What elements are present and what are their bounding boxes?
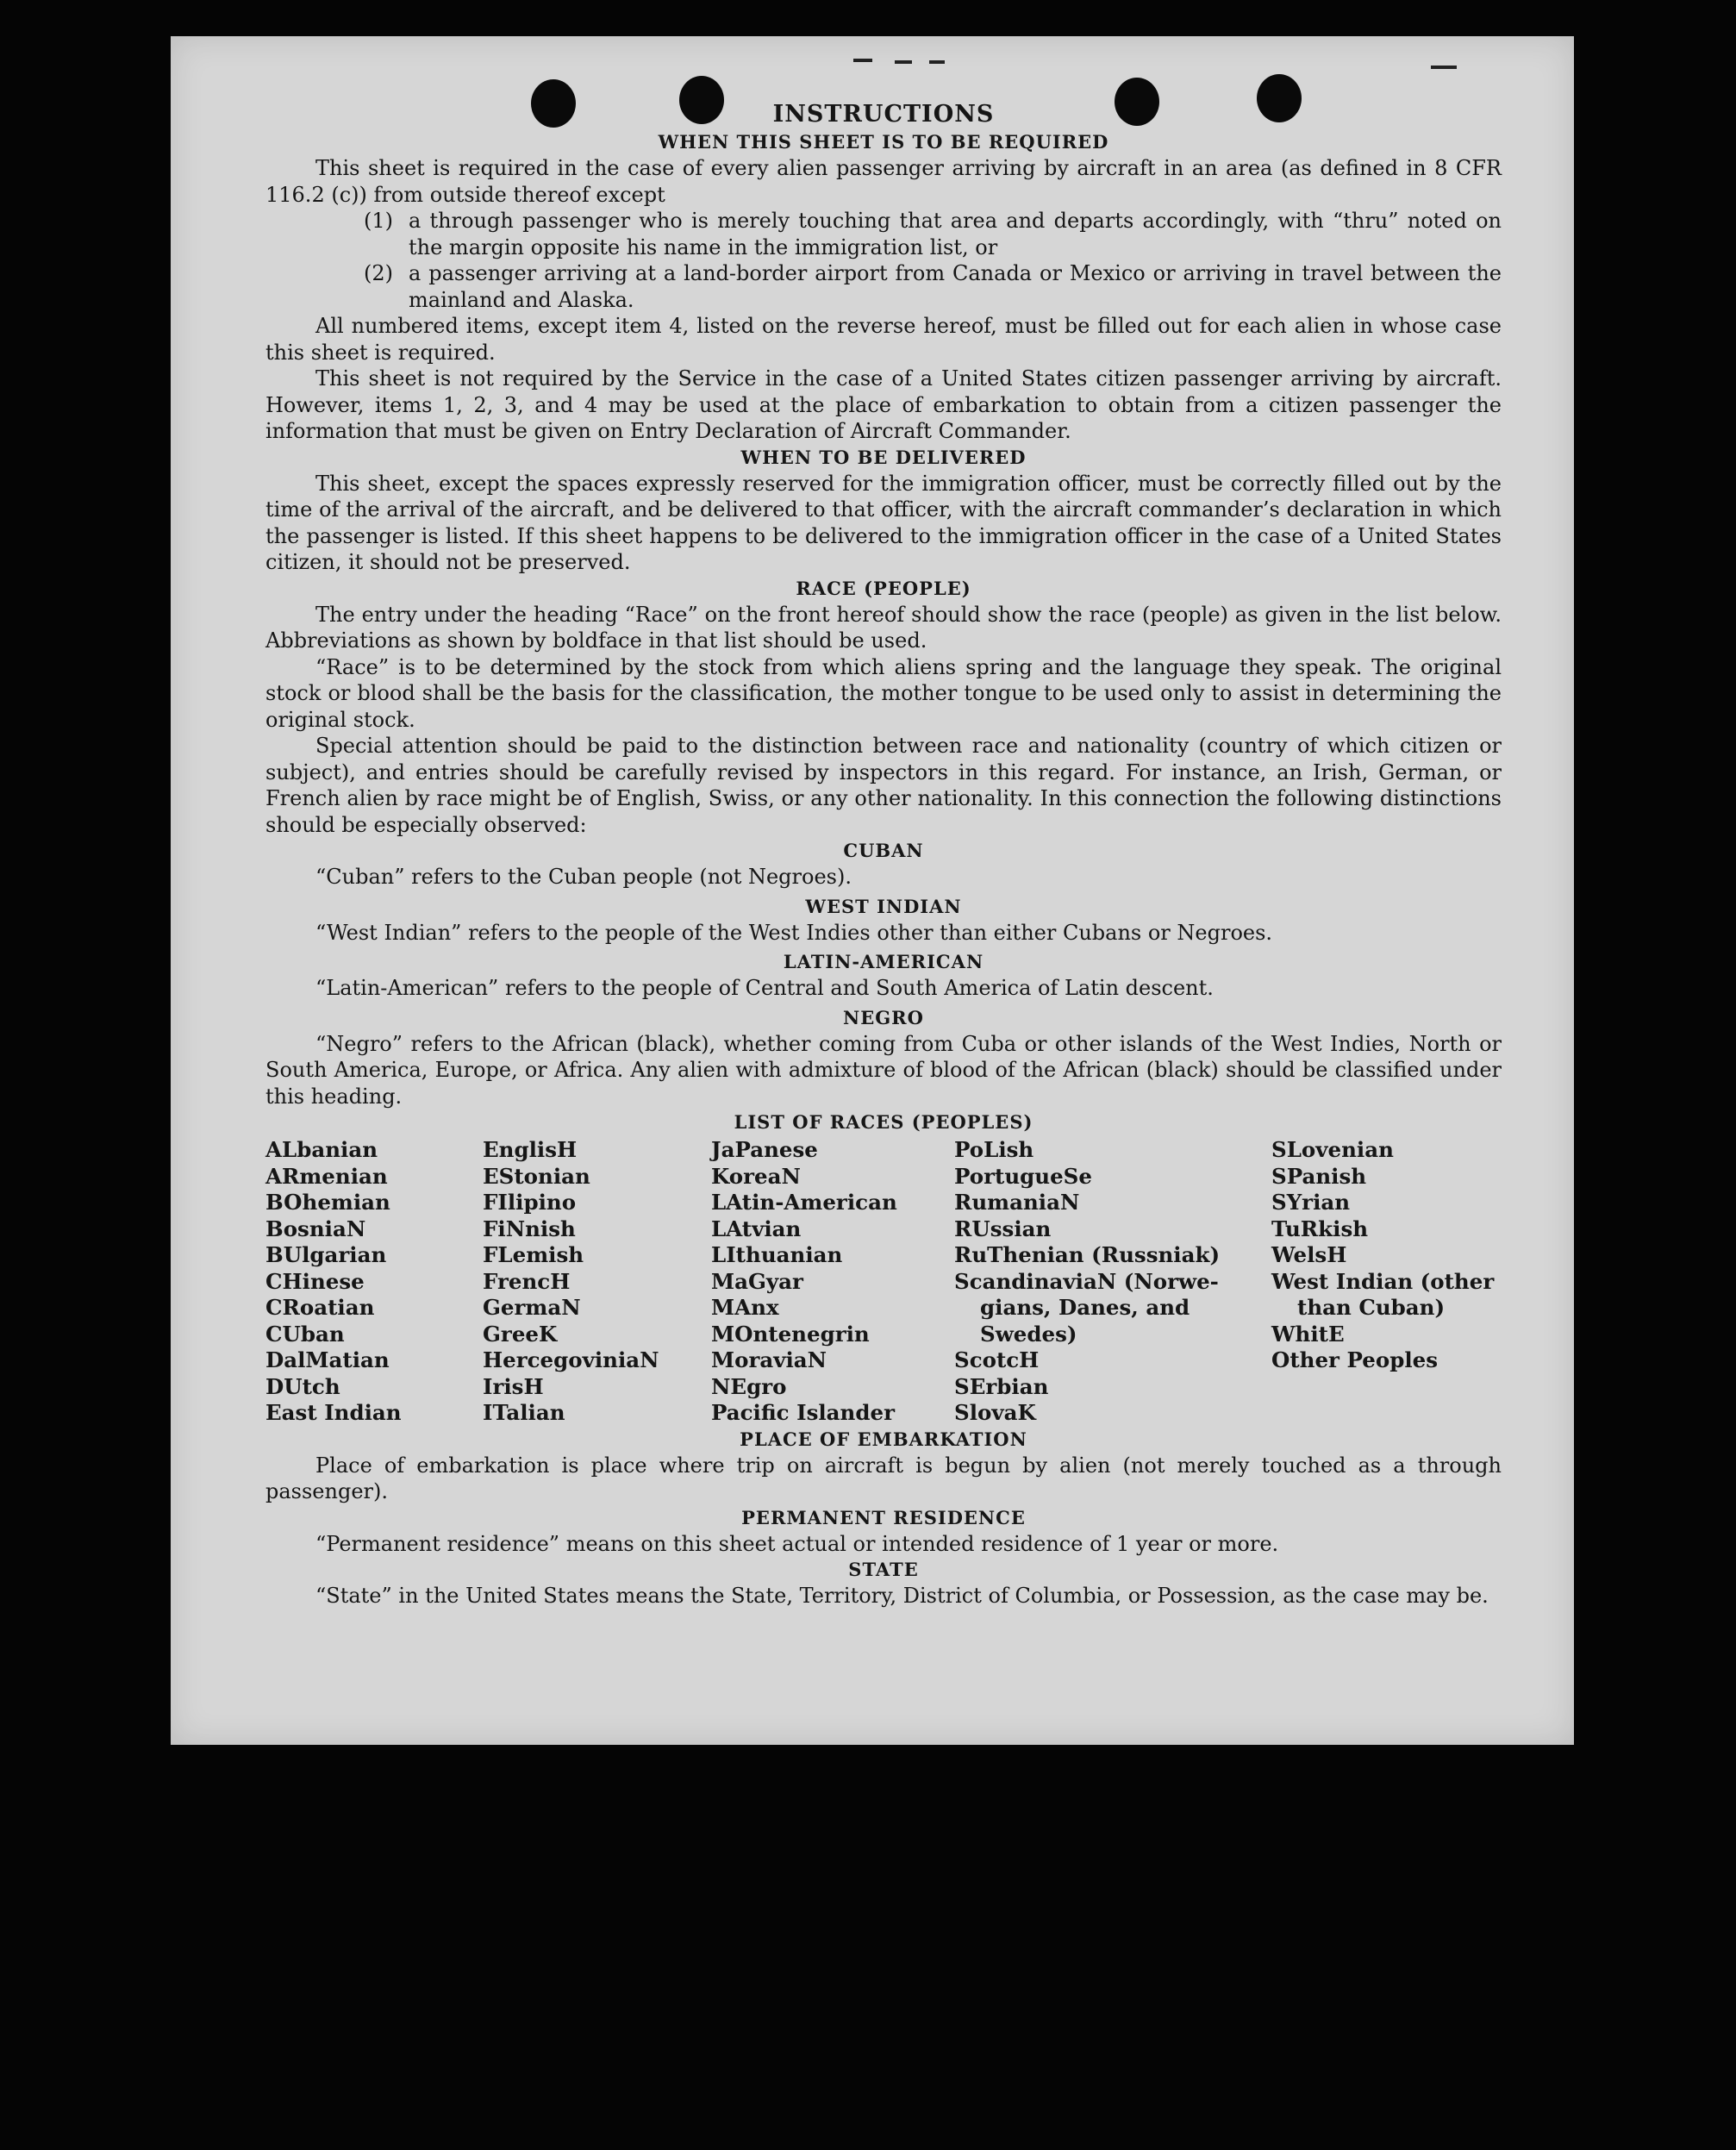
race-entry: ScotcH: [954, 1347, 1040, 1372]
when-required-intro: This sheet is required in the case of every alien passenger arriving by aircraft in an area (as defined in 8 CFR 116.2 (c)) from outside thereof except: [265, 156, 1502, 207]
race-entry: PortugueSe: [954, 1163, 1092, 1189]
race-entry: BOhemian: [265, 1190, 390, 1215]
heading-latin-american: LATIN-AMERICAN: [783, 951, 984, 972]
document-page: [171, 36, 1574, 1745]
cuban-text: “Cuban” refers to the Cuban people (not Negroes).: [315, 865, 852, 889]
exception-text: a through passenger who is merely touching that area and departs accordingly, with “thru” noted on the margin opposite his name in the immigration list, or: [409, 209, 1502, 259]
race-entry: WelsH: [1271, 1242, 1347, 1267]
numbered-items-paragraph: All numbered items, except item 4, listed on the reverse hereof, must be filled out for each alien in whose case this sheet is required.: [265, 314, 1502, 365]
exception-number: (2): [364, 261, 393, 285]
exception-item-2: [265, 260, 1502, 313]
race-entry: FiNnish: [483, 1216, 576, 1241]
race-entry: DUtch: [265, 1373, 340, 1399]
race-entry: GreeK: [483, 1321, 558, 1347]
race-column-1: [265, 1137, 483, 1427]
race-entry: Other Peoples: [1271, 1347, 1439, 1372]
west-indian-text: “West Indian” refers to the people of the West Indies other than either Cubans or Negroes.: [315, 920, 1273, 945]
exception-item-1: [265, 208, 1502, 260]
place-of-embarkation-text: Place of embarkation is place where trip on aircraft is begun by alien (not merely touched as a through passenger).: [265, 1453, 1502, 1503]
race-entry: CHinese: [265, 1268, 365, 1294]
race-entry: RuThenian (Russniak): [954, 1242, 1221, 1267]
race-paragraph-1: The entry under the heading “Race” on the front hereof should show the race (people) as given in the list below. Abbreviations as shown by boldface in that list should be used.: [265, 602, 1502, 653]
race-entry: LAtin-American: [711, 1190, 897, 1215]
race-column-5: [1271, 1137, 1496, 1427]
race-paragraph-3: Special attention should be paid to the distinction between race and nationality (country of which citizen or subject), and entries should be carefully revised by inspectors in this regard. For instance, an Irish, German, or French alien by race might be of English, Swiss, or any other nationality. In this connection the following distinctions should be especially observed:: [265, 734, 1502, 837]
heading-when-required: WHEN THIS SHEET IS TO BE REQUIRED: [658, 131, 1109, 153]
race-entry: LAtvian: [711, 1216, 802, 1241]
exception-number: (1): [364, 209, 393, 233]
heading-cuban: CUBAN: [843, 840, 924, 861]
race-entry: FLemish: [483, 1242, 584, 1267]
race-paragraph-2: “Race” is to be determined by the stock from which aliens spring and the language they speak. The original stock or blood shall be the basis for the classification, the mother tongue to be used only to assist in determining the original stock.: [265, 654, 1502, 732]
exception-text: a passenger arriving at a land-border airport from Canada or Mexico or arriving in travel between the mainland and Alaska.: [409, 261, 1502, 312]
heading-race: RACE (PEOPLE): [796, 577, 971, 599]
race-entry: CUban: [265, 1321, 345, 1347]
race-entry: EStonian: [483, 1163, 590, 1189]
race-entry: East Indian: [265, 1400, 402, 1425]
race-entry: BUlgarian: [265, 1242, 387, 1267]
race-entry: SLovenian: [1271, 1137, 1394, 1162]
race-entry: FIlipino: [483, 1190, 577, 1215]
race-entry: JaPanese: [711, 1137, 818, 1162]
heading-when-delivered: WHEN TO BE DELIVERED: [740, 446, 1027, 468]
race-entry: RUssian: [954, 1216, 1052, 1241]
race-entry: MaGyar: [711, 1268, 803, 1294]
race-entry: SYrian: [1271, 1190, 1351, 1215]
race-entry-continued: than Cuban): [1297, 1295, 1446, 1320]
race-entry: MoraviaN: [711, 1347, 827, 1372]
race-entry: DalMatian: [265, 1347, 390, 1372]
heading-west-indian: WEST INDIAN: [805, 895, 962, 917]
race-entry: SPanish: [1271, 1163, 1367, 1189]
race-entry: LIthuanian: [711, 1242, 843, 1267]
race-column-3: [711, 1137, 954, 1427]
punch-hole-2: [679, 76, 724, 124]
race-list: [265, 1137, 1502, 1427]
race-entry: BosniaN: [265, 1216, 366, 1241]
race-entry: RumaniaN: [954, 1190, 1080, 1215]
heading-negro: NEGRO: [843, 1006, 924, 1028]
race-entry: PoLish: [954, 1137, 1034, 1162]
permanent-residence-text: “Permanent residence” means on this sheet actual or intended residence of 1 year or more.: [315, 1531, 1279, 1556]
race-entry: SErbian: [954, 1373, 1049, 1399]
race-entry: ARmenian: [265, 1163, 388, 1189]
scan-marks: [171, 36, 1574, 71]
state-text: “State” in the United States means the State, Territory, District of Columbia, or Possession, as the case may be.: [315, 1584, 1489, 1608]
race-entry: ITalian: [483, 1400, 565, 1425]
race-entry: KoreaN: [711, 1163, 801, 1189]
race-entry: NEgro: [711, 1373, 787, 1399]
race-entry: WhitE: [1271, 1321, 1345, 1347]
race-entry: HercegoviniaN: [483, 1347, 659, 1372]
race-entry: CRoatian: [265, 1295, 375, 1320]
heading-list-of-races: LIST OF RACES (PEOPLES): [734, 1111, 1033, 1133]
race-entry: EnglisH: [483, 1137, 578, 1162]
heading-place-of-embarkation: PLACE OF EMBARKATION: [740, 1428, 1027, 1450]
race-entry: SlovaK: [954, 1400, 1036, 1425]
race-entry-continued: Swedes): [980, 1321, 1077, 1347]
when-delivered-text: This sheet, except the spaces expressly reserved for the immigration officer, must be correctly filled out by the time of the arrival of the aircraft, and be delivered to that officer, with the aircraft commander’s declaration in which the passenger is listed. If this sheet happens to be delivered to the immigration officer in the case of a United States citizen, it should not be preserved.: [265, 471, 1502, 574]
race-entry: West Indian (other: [1271, 1268, 1495, 1294]
punch-hole-1: [531, 79, 576, 128]
race-column-4: [954, 1137, 1271, 1427]
race-entry: ScandinaviaN (Norwe-: [954, 1268, 1219, 1294]
race-entry: IrisH: [483, 1373, 544, 1399]
heading-permanent-residence: PERMANENT RESIDENCE: [741, 1506, 1026, 1528]
punch-hole-4: [1257, 74, 1302, 122]
race-entry: GermaN: [483, 1295, 581, 1320]
race-entry: FrencH: [483, 1268, 571, 1294]
race-column-2: [483, 1137, 711, 1427]
negro-text: “Negro” refers to the African (black), whether coming from Cuba or other islands of the West Indies, North or South America, Europe, or Africa. Any alien with admixture of blood of the African (black) should be classified under this heading.: [265, 1031, 1502, 1109]
race-entry: MOntenegrin: [711, 1321, 870, 1347]
race-entry: Pacific Islander: [711, 1400, 895, 1425]
race-entry: ALbanian: [265, 1137, 378, 1162]
punch-hole-3: [1115, 78, 1159, 126]
race-entry: MAnx: [711, 1295, 779, 1320]
page-title: INSTRUCTIONS: [772, 101, 995, 128]
latin-american-text: “Latin-American” refers to the people of Central and South America of Latin descent.: [315, 976, 1214, 1000]
race-entry: TuRkish: [1271, 1216, 1369, 1241]
heading-state: STATE: [848, 1559, 919, 1580]
race-entry-continued: gians, Danes, and: [980, 1295, 1190, 1320]
citizen-paragraph: This sheet is not required by the Service in the case of a United States citizen passenger arriving by aircraft. However, items 1, 2, 3, and 4 may be used at the place of embarkation to obtain from a citizen passenger the information that must be given on Entry Declaration of Aircraft Commander.: [265, 366, 1502, 443]
